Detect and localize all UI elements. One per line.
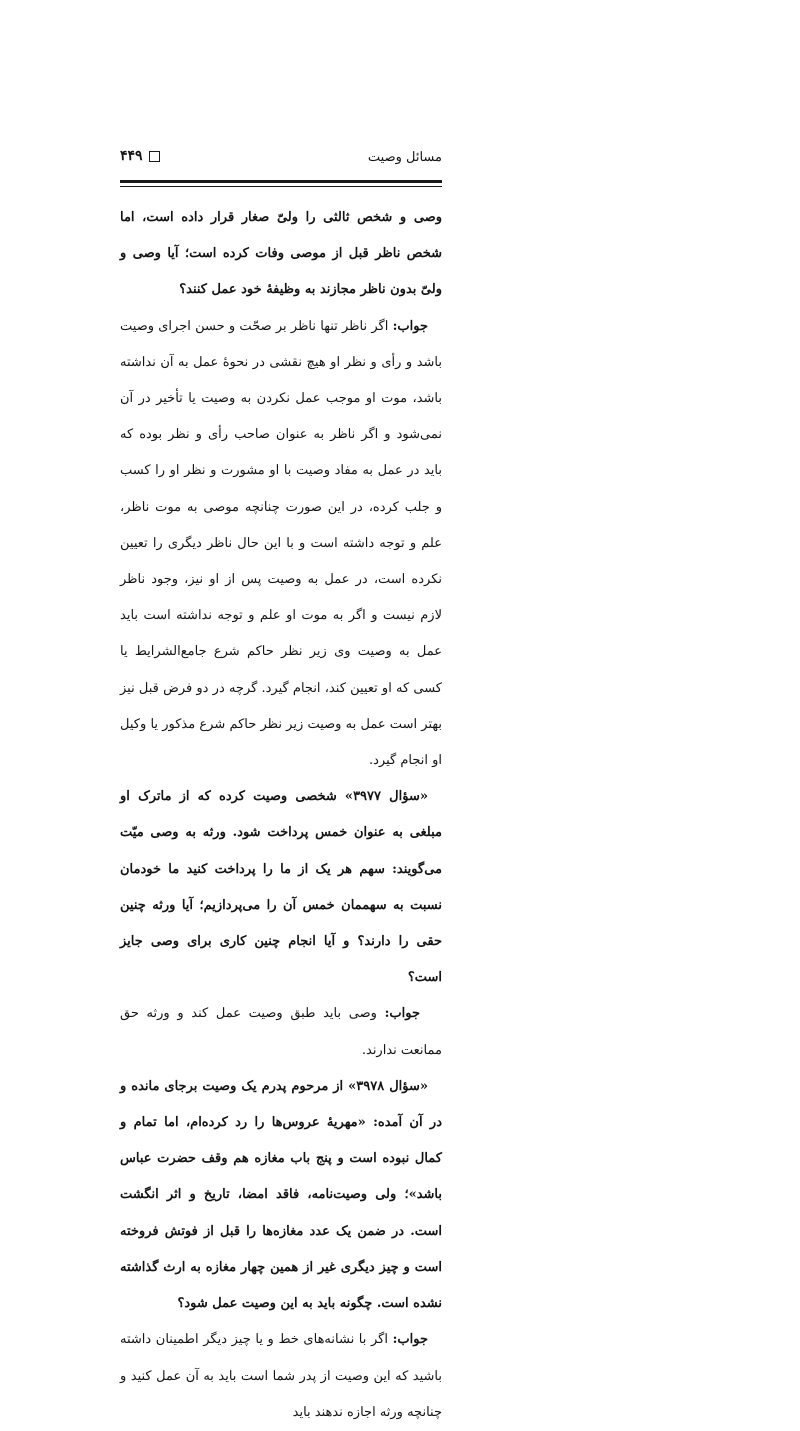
square-box-icon: [149, 151, 160, 162]
answer-paragraph: [120, 1322, 442, 1431]
page-number-group: [120, 148, 160, 164]
answer-text: اگر با نشانه‌های خط و یا چیز دیگر اطمینان داشته باشید که این وصیت از پدر شما است باید به آن عمل کنید و چنانچه ورثه اجازه ندهند باید: [120, 1332, 442, 1420]
answer-text: اگر ناظر تنها ناظر بر صحّت و حسن اجرای وصیت باشد و رأی و نظر او هیچ نقشی در نحوهٔ عمل به آن نداشته باشد، موت او موجب عمل نکردن به وصیت یا تأخیر در آن نمی‌شود و اگر ناظر به عنوان صاحب رأی و نظر بوده که باید در عمل به مفاد وصیت با او مشورت و نظر او را کسب و جلب کرده، در این صورت چنانچه موصی به موت ناظر، علم و توجه داشته است و با این حال ناظر دیگری را تعیین نکرده است، در عمل به وصیت پس از او نیز، وجود ناظر لازم نیست و اگر به موت او علم و توجه نداشته است باید عمل به وصیت وی زیر نظر حاکم شرع جامع‌الشرایط یا کسی که او تعیین کند، انجام گیرد. گرچه در دو فرض قبل نیز بهتر است عمل به وصیت زیر نظر حاکم شرع مذکور یا وکیل او انجام گیرد.: [120, 318, 442, 769]
answer-text: وصی باید طبق وصیت عمل کند و ورثه حق ممانعت ندارند.: [120, 1006, 442, 1058]
page-header: [120, 148, 442, 170]
running-title: مسائل وصیت: [367, 150, 442, 165]
header-rule-thick: [120, 180, 442, 183]
answer-label: جواب:: [392, 318, 428, 334]
header-rule-thin: [120, 186, 442, 187]
question-continued: وصی و شخص ثالثی را ولیّ صغار قرار داده است، اما شخص ناظر قبل از موصی وفات کرده است؛ آیا وصی و ولیّ بدون ناظر مجازند به وظیفهٔ خود عمل کنند؟: [120, 210, 442, 298]
question-3977: «سؤال ۳۹۷۷» شخصی وصیت کرده که از ماترک او مبلغی به عنوان خمس پرداخت شود. ورثه به وصی میّت می‌گویند: سهم هر یک از ما را پرداخت کنید ما خودمان نسبت به سهممان خمس آن را می‌پردازیم؛ آیا ورثه چنین حقی را دارند؟ و آیا انجام چنین کاری برای وصی جایز است؟: [120, 789, 442, 986]
page-number: ۴۴۹: [120, 148, 143, 164]
answer-label: جواب:: [384, 1006, 420, 1022]
body-text: [120, 200, 442, 1420]
answer-paragraph: [120, 996, 442, 1068]
question-3978: «سؤال ۳۹۷۸» از مرحوم پدرم یک وصیت برجای مانده و در آن آمده: «مهریهٔ عروس‌ها را رد کرده‌ام، اما تمام و کمال نبوده است و پنج باب مغازه هم وقف حضرت عباس باشد»؛ ولی وصیت‌نامه، فاقد امضا، تاریخ و اثر انگشت است. در ضمن یک عدد مغازه‌ها را قبل از فوتش فروخته است و چیز دیگری غیر از همین چهار مغازه به ارث گذاشته نشده است. چگونه باید به این وصیت عمل شود؟: [120, 1078, 442, 1312]
answer-paragraph: [120, 309, 442, 780]
answer-label: جواب:: [392, 1332, 428, 1348]
